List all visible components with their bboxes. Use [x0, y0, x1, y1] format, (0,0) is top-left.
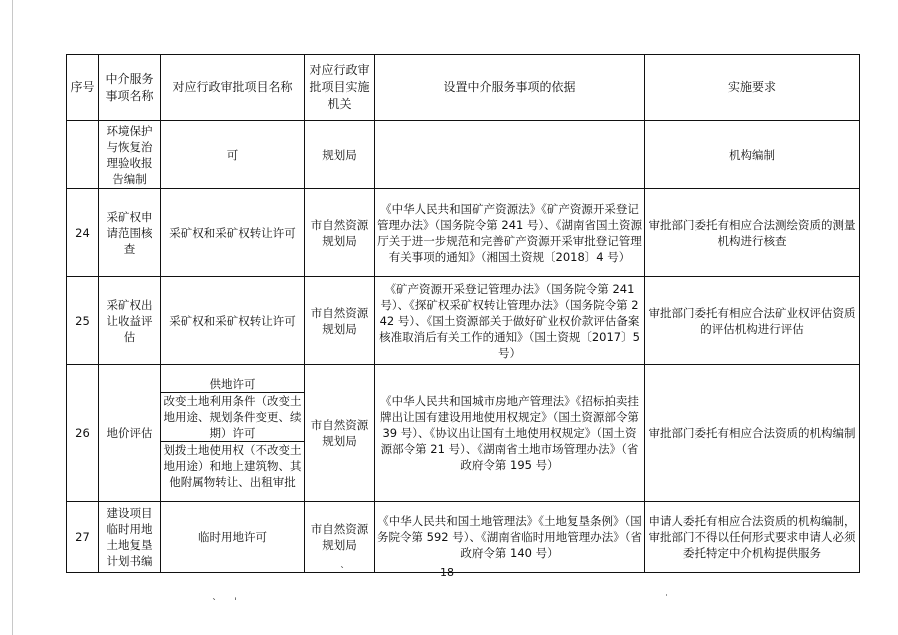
- row-requirement: 审批部门委托有相应合法矿业权评估资质的评估机构进行评估: [645, 277, 860, 365]
- row-basis: 《中华人民共和国城市房地产管理法》《招标拍卖挂牌出让国有建设用地使用权规定》（国土资源部令第 39 号）、《协议出让国有土地使用权规定》（国土资源部令第 21 号）、《湖南省土地市场管理办法》（省政府令第 195 号）: [375, 365, 645, 502]
- scan-speck: ˋ: [340, 566, 345, 577]
- row-agency: 市自然资源规划局: [305, 365, 375, 502]
- approval-item: 划拨土地使用权（不改变土地用途）和地上建筑物、其他附属物转让、出租审批: [163, 443, 302, 489]
- row-approval: 采矿权和采矿权转让许可: [161, 189, 305, 277]
- table-row: [67, 121, 860, 189]
- row-approval: 临时用地许可: [161, 502, 305, 573]
- table-row: [67, 502, 860, 573]
- row-seq: 24: [67, 189, 99, 277]
- row-basis: [375, 121, 645, 189]
- table-row: [67, 277, 860, 365]
- table-row: [67, 365, 860, 502]
- row-service: 建设项目临时用地土地复垦计划书编: [99, 502, 161, 573]
- scan-speck: ˙: [664, 594, 669, 605]
- row-requirement: 审批部门委托有相应合法测绘资质的测量机构进行核查: [645, 189, 860, 277]
- row-agency: 市自然资源规划局: [305, 502, 375, 573]
- row-seq: 25: [67, 277, 99, 365]
- row-seq: 27: [67, 502, 99, 573]
- header-seq: 序号: [67, 55, 99, 121]
- scan-edge-line: [12, 0, 13, 635]
- row-service: 地价评估: [99, 365, 161, 502]
- row-seq: [67, 121, 99, 189]
- header-requirement: 实施要求: [645, 55, 860, 121]
- row-basis: 《中华人民共和国矿产资源法》《矿产资源开采登记管理办法》（国务院令第 241 号）、《湖南省国土资源厅关于进一步规范和完善矿产资源开采审批登记管理有关事项的通知》（湘国土资规〔2018〕4 号）: [375, 189, 645, 277]
- header-basis: 设置中介服务事项的依据: [375, 55, 645, 121]
- row-requirement: 申请人委托有相应合法资质的机构编制，审批部门不得以任何形式要求申请人必须委托特定中介机构提供服务: [645, 502, 860, 573]
- scan-speck: ˋ: [212, 598, 217, 609]
- row-service: 采矿权申请范围核查: [99, 189, 161, 277]
- scan-speck: ˈ: [234, 597, 237, 608]
- row-approval-group: [161, 365, 305, 502]
- table-header-row: [67, 55, 860, 121]
- row-approval: 采矿权和采矿权转让许可: [161, 277, 305, 365]
- row-requirement: 机构编制: [645, 121, 860, 189]
- row-basis: 《中华人民共和国土地管理法》《土地复垦条例》（国务院令第 592 号）、《湖南省临时用地管理办法》（省政府令第 140 号）: [375, 502, 645, 573]
- row-agency: 市自然资源规划局: [305, 189, 375, 277]
- row-agency: 规划局: [305, 121, 375, 189]
- row-basis: 《矿产资源开采登记管理办法》（国务院令第 241 号）、《探矿权采矿权转让管理办法》（国务院令第 242 号）、《国土资源部关于做好矿业权价款评估备案核准取消后有关工作的通知》（国土资规〔2017〕5 号）: [375, 277, 645, 365]
- header-service: 中介服务事项名称: [99, 55, 161, 121]
- header-agency: 对应行政审批项目实施机关: [305, 55, 375, 121]
- approval-item: 改变土地利用条件（改变土地用途、规划条件变更、续期）许可: [161, 393, 304, 442]
- row-service: 采矿权出让收益评估: [99, 277, 161, 365]
- header-approval: 对应行政审批项目名称: [161, 55, 305, 121]
- approval-item: 供地许可: [161, 376, 304, 393]
- page-number: 18: [440, 566, 454, 579]
- intermediary-services-table: [66, 54, 860, 573]
- table-row: [67, 189, 860, 277]
- row-agency: 市自然资源规划局: [305, 277, 375, 365]
- row-service: 环境保护与恢复治理验收报告编制: [99, 121, 161, 189]
- row-approval: 可: [161, 121, 305, 189]
- row-seq: 26: [67, 365, 99, 502]
- row-requirement: 审批部门委托有相应合法资质的机构编制: [645, 365, 860, 502]
